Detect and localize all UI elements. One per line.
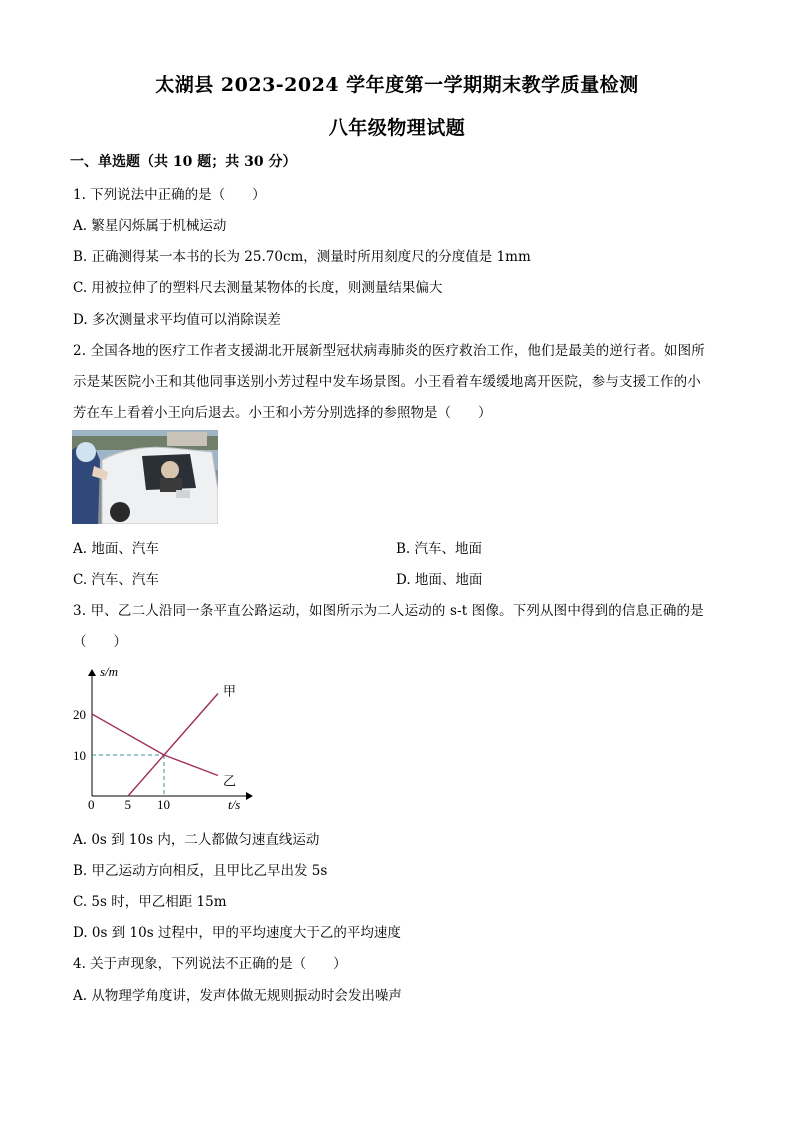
q1-option-d: D. 多次测量求平均值可以消除误差	[73, 312, 281, 328]
series-jia-label: 甲	[223, 683, 237, 699]
q3-option-b: B. 甲乙运动方向相反，且甲比乙早出发 5s	[73, 863, 328, 879]
q3-option-d: D. 0s 到 10s 过程中，甲的平均速度大于乙的平均速度	[73, 925, 401, 941]
q1-option-c: C. 用被拉伸了的塑料尺去测量某物体的长度，则测量结果偏大	[73, 280, 443, 296]
q3-option-a: A. 0s 到 10s 内，二人都做匀速直线运动	[73, 832, 320, 848]
exam-subtitle: 八年级物理试题	[328, 117, 466, 139]
q2-stem-line2: 示是某医院小王和其他同事送别小芳过程中发车场景图。小王看着车缓缓地离开医院，参与支援工作的小	[73, 374, 701, 390]
send-off-photo	[72, 430, 218, 524]
photo-illustration	[72, 430, 218, 524]
q2-option-a: A. 地面、汽车	[73, 541, 159, 557]
section-heading: 一、单选题（共 10 题；共 30 分）	[70, 154, 297, 170]
q2-option-c: C. 汽车、汽车	[73, 572, 159, 588]
s-t-graph	[70, 660, 270, 820]
y-tick-10: 10	[73, 748, 86, 763]
q2-option-d: D. 地面、地面	[396, 572, 483, 588]
q1-option-b: B. 正确测得某一本书的长为 25.70cm，测量时所用刻度尺的分度值是 1mm	[73, 249, 531, 265]
origin-label: 0	[88, 797, 95, 812]
q2-stem-line1: 2. 全国各地的医疗工作者支援湖北开展新型冠状病毒肺炎的医疗救治工作，他们是最美的逆行者。如图所	[73, 343, 705, 359]
q4-stem: 4. 关于声现象，下列说法不正确的是（ ）	[73, 956, 347, 972]
q2-option-b: B. 汽车、地面	[396, 541, 483, 557]
series-jia-line	[128, 694, 218, 797]
q3-option-c: C. 5s 时，甲乙相距 15m	[73, 894, 227, 910]
y-tick-20: 20	[73, 707, 86, 722]
x-axis-label: t/s	[228, 797, 241, 812]
series-yi-label: 乙	[223, 773, 237, 789]
q4-option-a: A. 从物理学角度讲，发声体做无规则振动时会发出噪声	[73, 988, 402, 1004]
q3-stem-line2: （ ）	[73, 634, 127, 650]
x-tick-5: 5	[124, 797, 131, 812]
q1-stem: 1. 下列说法中正确的是（ ）	[73, 187, 266, 203]
q2-stem-line3: 芳在车上看着小王向后退去。小王和小芳分别选择的参照物是（ ）	[73, 405, 492, 421]
y-axis-label: s/m	[100, 664, 119, 679]
exam-title: 太湖县 2023-2024 学年度第一学期期末教学质量检测	[155, 74, 639, 96]
q1-option-a: A. 繁星闪烁属于机械运动	[73, 218, 227, 234]
x-tick-10: 10	[157, 797, 170, 812]
q3-stem-line1: 3. 甲、乙二人沿同一条平直公路运动，如图所示为二人运动的 s-t 图像。下列从图中得到的信息正确的是	[73, 603, 704, 619]
